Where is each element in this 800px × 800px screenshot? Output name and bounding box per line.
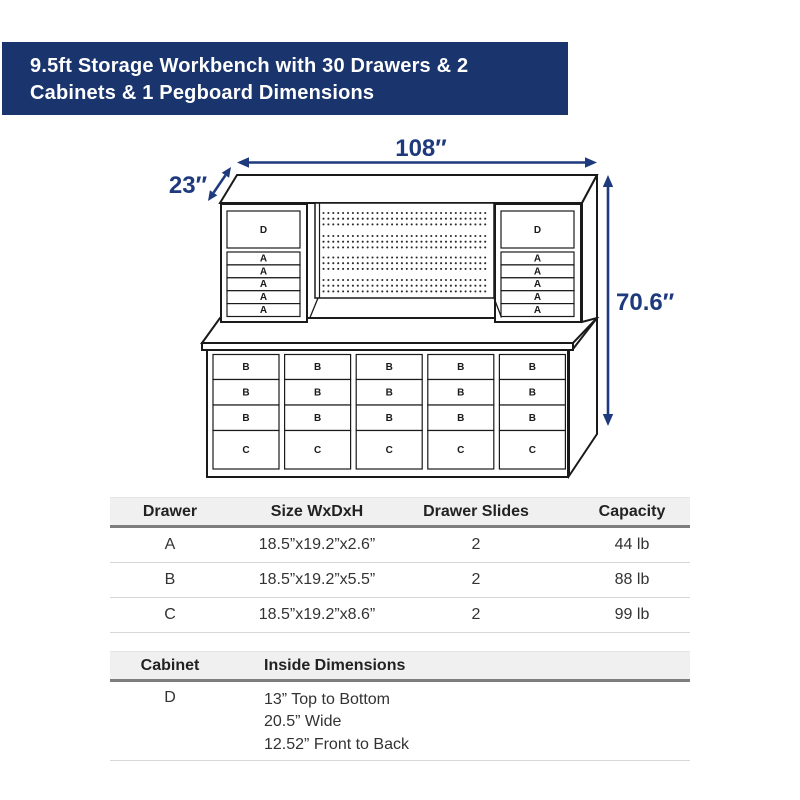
drawer-letter: B (313, 387, 322, 399)
column-header-inside-dimensions: Inside Dimensions (264, 656, 406, 674)
drawer-letter: B (457, 387, 465, 399)
drawer-letter: C (242, 444, 250, 456)
page-title-line-1: 9.5ft Storage Workbench with 30 Drawers & 2 (30, 55, 469, 77)
drawer-spec-table (110, 497, 690, 633)
width-dimension-label: 108″ (395, 135, 447, 162)
title-banner (2, 42, 568, 115)
drawer-letter: C (528, 444, 537, 456)
benchtop-front-edge (202, 343, 573, 350)
drawer-letter: A (533, 253, 542, 265)
drawer-letter: A (259, 305, 268, 316)
drawer-letter: A (533, 292, 542, 304)
height-dimension-label: 70.6″ (616, 289, 675, 316)
drawer-letter: A (533, 266, 542, 278)
drawer-letter: B (242, 362, 250, 373)
height-dimension-arrow (603, 175, 613, 426)
drawer-size: 18.5”x19.2”x8.6” (258, 606, 376, 623)
drawer-letter: B (385, 412, 393, 424)
drawer-letter: B (242, 387, 250, 399)
drawer-capacity: 88 lb (614, 571, 650, 588)
hutch-right-side-panel (582, 175, 597, 322)
drawer-letter: B (313, 362, 322, 373)
drawer-slides: 2 (471, 606, 481, 623)
drawer-letter: B (457, 412, 465, 424)
drawer-capacity: 99 lb (614, 606, 650, 623)
drawer-letter: B (528, 387, 537, 399)
drawer-size: 18.5”x19.2”x5.5” (258, 571, 376, 588)
column-header-cabinet: Cabinet (140, 656, 200, 674)
column-header-slides: Drawer Slides (423, 502, 529, 520)
drawer-slides: 2 (471, 536, 481, 553)
drawer-letter: C (457, 444, 465, 456)
drawer-letter: A (533, 305, 542, 316)
drawer-slides: 2 (471, 571, 481, 588)
table-row (110, 598, 690, 633)
table-row (110, 563, 690, 598)
table-row (110, 682, 690, 761)
pegboard-recess-left-diagonal (310, 298, 318, 318)
drawer-letter: A (259, 279, 268, 291)
depth-dimension-label: 23″ (168, 172, 208, 199)
cabinet-table-header-row (110, 651, 690, 682)
drawer-letter: A (259, 292, 268, 304)
drawer-letter: A (259, 266, 268, 278)
page-title-line-2: Cabinets & 1 Pegboard Dimensions (30, 82, 375, 104)
drawer-size: 18.5”x19.2”x2.6” (258, 536, 376, 553)
drawer-letter: D (533, 225, 542, 236)
drawer-letter: B (385, 387, 393, 399)
cabinet-inside-dimensions (230, 689, 690, 756)
cabinet-id: D (164, 689, 176, 706)
pegboard-panel (315, 203, 494, 298)
drawer-capacity: 44 lb (614, 536, 650, 553)
cabinet-spec-table (110, 651, 690, 761)
drawer-letter: A (533, 279, 542, 291)
column-header-drawer: Drawer (142, 502, 198, 520)
drawer-letter: C (313, 444, 322, 456)
drawer-letter: B (313, 412, 322, 424)
drawer-table-header-row (110, 497, 690, 528)
column-header-size: Size WxDxH (270, 502, 364, 520)
drawer-letter: D (259, 225, 268, 236)
drawer-letter: A (259, 253, 268, 265)
drawer-letter: B (528, 412, 537, 424)
hutch-top-surface (220, 175, 597, 203)
drawer-id: B (164, 571, 176, 588)
drawer-id: A (164, 536, 176, 553)
workbench-dimension-drawing (0, 130, 800, 500)
table-row (110, 528, 690, 563)
cabinet-dimension-line: 12.52” Front to Back (264, 735, 409, 753)
cabinet-dimension-line: 13” Top to Bottom (264, 691, 390, 708)
drawer-letter: B (242, 412, 250, 424)
drawer-id: C (164, 606, 176, 623)
drawer-letter: B (457, 362, 465, 373)
column-header-capacity: Capacity (598, 502, 666, 520)
drawer-letter: C (385, 444, 393, 456)
drawer-letter: B (528, 362, 537, 373)
cabinet-dimension-line: 20.5” Wide (264, 713, 342, 731)
lower-drawers (213, 355, 565, 470)
drawer-letter: B (385, 362, 393, 373)
